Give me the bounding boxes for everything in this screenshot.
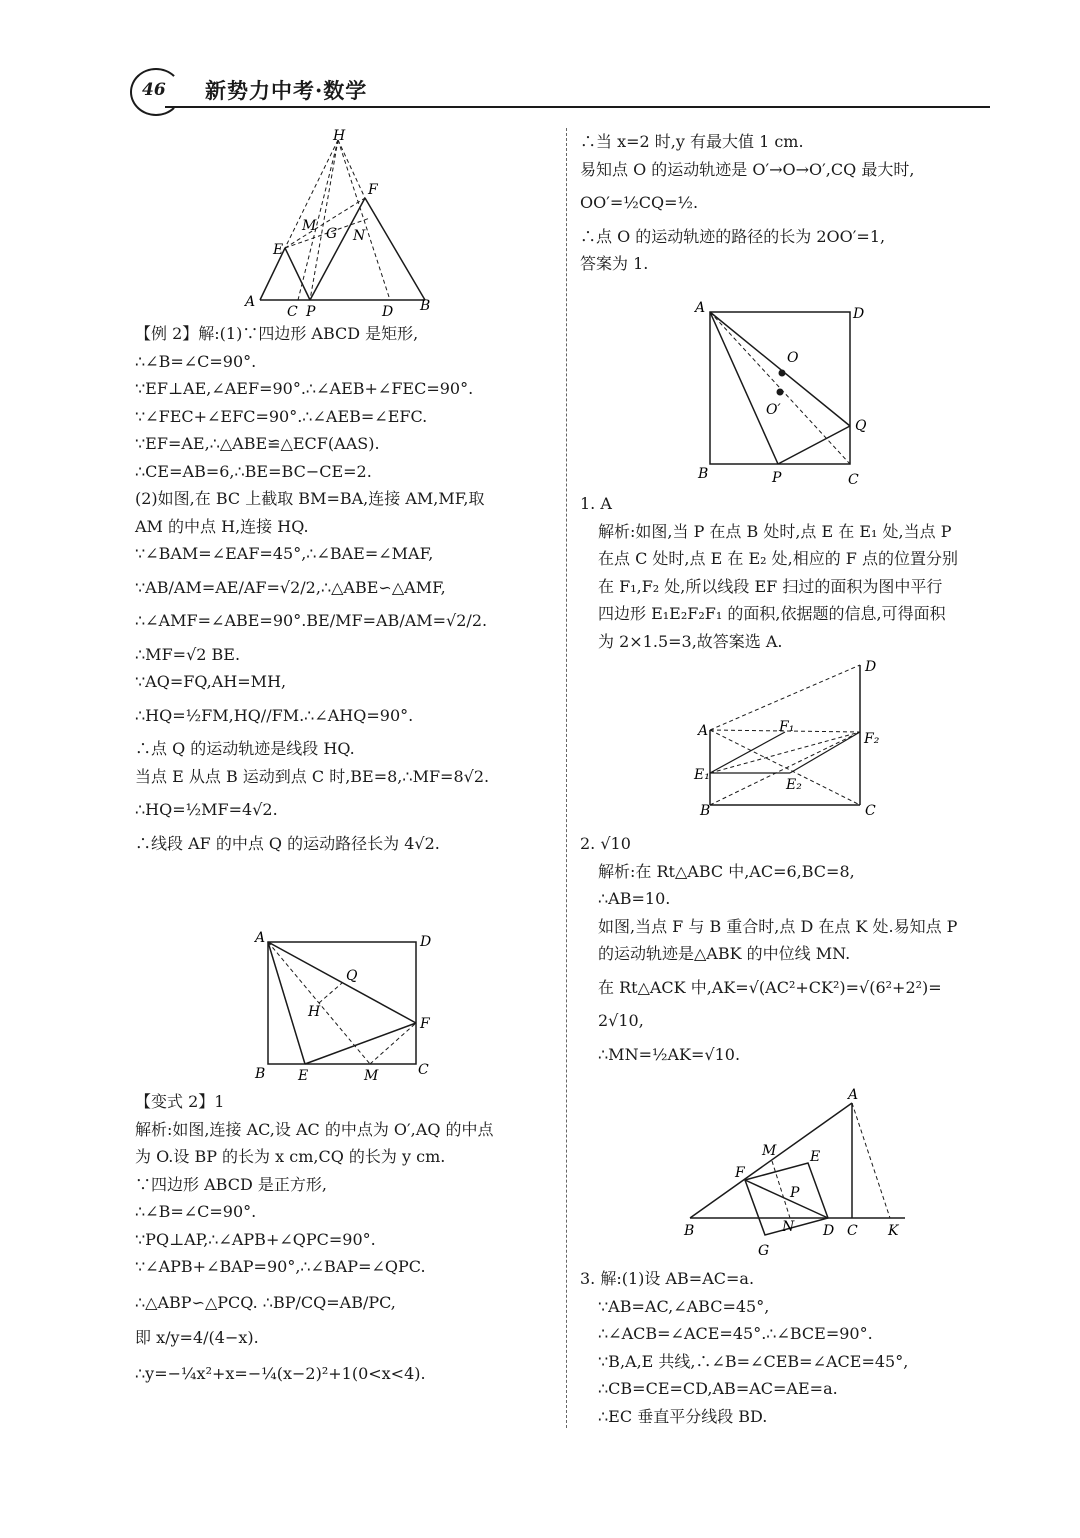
label-e: E — [273, 242, 284, 258]
line: 解析:如图,连接 AC,设 AC 的中点为 O′,AQ 的中点 — [135, 1119, 494, 1139]
line: ∵AQ=FQ,AH=MH, — [135, 672, 287, 691]
line: ∵AB=AC,∠ABC=45°, — [598, 1296, 770, 1316]
line: ∴CB=CE=CD,AB=AC=AE=a. — [598, 1379, 838, 1398]
line: ∴HQ=½MF=4√2. — [135, 800, 278, 819]
line: ∴点 O 的运动轨迹的路径的长为 2OO′=1, — [580, 226, 886, 246]
label-f: F — [368, 182, 378, 198]
line: ∴△ABP∽△PCQ. ∴BP/CQ=AB/PC, — [135, 1292, 396, 1312]
label-b: B — [700, 803, 711, 819]
label-b: B — [698, 466, 709, 482]
line: ∴MF=√2 BE. — [135, 644, 241, 664]
line: 在 Rt△ACK 中,AK=√(AC²+CK²)=√(6²+2²)= — [598, 977, 942, 997]
label-f: F — [735, 1165, 745, 1181]
page-header — [125, 60, 995, 115]
label-a: A — [255, 930, 266, 946]
label-n: N — [353, 228, 366, 244]
figure-triangle-abk — [680, 1085, 910, 1260]
line: ∴当 x=2 时,y 有最大值 1 cm. — [580, 132, 804, 151]
label-e1: E₁ — [694, 767, 710, 783]
label-f1: F₁ — [779, 719, 795, 735]
label-c: C — [847, 1223, 858, 1239]
line: ∴MN=½AK=√10. — [598, 1044, 741, 1064]
line: 答案为 1. — [580, 254, 649, 273]
label-b: B — [684, 1223, 695, 1239]
page-number: 46 — [142, 80, 166, 100]
line: ∵B,A,E 共线,∴∠B=∠CEB=∠ACE=45°, — [598, 1351, 909, 1371]
label-f: F — [420, 1016, 430, 1032]
line: 3. 解:(1)设 AB=AC=a. — [580, 1269, 755, 1288]
right-column-text-4 — [580, 1265, 1000, 1430]
label-a: A — [848, 1087, 859, 1103]
line: 四边形 E₁E₂F₂F₁ 的面积,依据题的信息,可得面积 — [598, 604, 946, 623]
line: (2)如图,在 BC 上截取 BM=BA,连接 AM,MF,取 — [135, 489, 485, 508]
line: 易知点 O 的运动轨迹是 O′→O→O′,CQ 最大时, — [580, 159, 915, 179]
line: 2√10, — [598, 1011, 644, 1030]
line: 【变式 2】1 — [135, 1092, 225, 1111]
line: 【例 2】解:(1)∵四边形 ABCD 是矩形, — [135, 324, 419, 343]
label-q: Q — [855, 418, 867, 434]
line: ∴∠ACB=∠ACE=45°.∴∠BCE=90°. — [598, 1324, 873, 1343]
line: 即 x/y=4/(4−x). — [135, 1328, 259, 1347]
line: OO′=½CQ=½. — [580, 193, 699, 212]
line: ∴∠B=∠C=90°. — [135, 351, 257, 371]
line: 如图,当点 F 与 B 重合时,点 D 在点 K 处.易知点 P — [598, 916, 958, 936]
line: ∴∠B=∠C=90°. — [135, 1202, 257, 1221]
line: ∵∠APB+∠BAP=90°,∴∠BAP=∠QPC. — [135, 1257, 426, 1276]
right-column-text-3 — [580, 830, 1000, 1074]
line: 1. A — [580, 494, 612, 513]
label-c: C — [865, 803, 876, 819]
line: ∴HQ=½FM,HQ//FM.∴∠AHQ=90°. — [135, 705, 414, 725]
line: AM 的中点 H,连接 HQ. — [135, 516, 309, 536]
label-m: M — [364, 1068, 379, 1083]
label-a: A — [698, 723, 709, 739]
label-o: O — [787, 350, 799, 366]
label-d: D — [823, 1223, 835, 1239]
right-column-text — [580, 128, 1000, 278]
label-a: A — [695, 300, 706, 316]
line: 2. √10 — [580, 834, 631, 853]
line: 在点 C 处时,点 E 在 E₂ 处,相应的 F 点的位置分别 — [598, 549, 958, 568]
line: ∴EC 垂直平分线段 BD. — [598, 1406, 768, 1426]
label-d: D — [853, 306, 865, 322]
right-column-text-2 — [580, 490, 1000, 655]
line: ∴点 Q 的运动轨迹是线段 HQ. — [135, 739, 355, 758]
label-k: K — [888, 1223, 899, 1239]
label-h: H — [333, 128, 346, 144]
line: ∵∠BAM=∠EAF=45°,∴∠BAE=∠MAF, — [135, 544, 434, 563]
label-g: G — [326, 226, 338, 242]
label-e: E — [810, 1149, 821, 1165]
line: 在 F₁,F₂ 处,所以线段 EF 扫过的面积为图中平行 — [598, 576, 943, 596]
line: ∴y=−¼x²+x=−¼(x−2)²+1(0<x<4). — [135, 1363, 426, 1383]
label-e2: E₂ — [786, 777, 802, 793]
label-c: C — [848, 472, 859, 488]
label-p: P — [790, 1185, 800, 1201]
line: 为 O.设 BP 的长为 x cm,CQ 的长为 y cm. — [135, 1147, 446, 1166]
label-d: D — [865, 659, 877, 675]
label-m: M — [762, 1143, 777, 1159]
figure-rect-ahq — [250, 928, 440, 1083]
line: 为 2×1.5=3,故答案选 A. — [598, 631, 783, 651]
label-d: D — [420, 934, 432, 950]
line: 解析:在 Rt△ABC 中,AC=6,BC=8, — [598, 861, 855, 881]
book-title: 新势力中考·数学 — [205, 78, 368, 103]
line: ∵AB/AM=AE/AF=√2/2,∴△ABE∽△AMF, — [135, 577, 446, 597]
label-p: P — [306, 304, 316, 320]
label-o-prime: O′ — [766, 402, 781, 418]
line: ∵四边形 ABCD 是正方形, — [135, 1174, 327, 1194]
label-f2: F₂ — [864, 731, 880, 747]
label-c: C — [418, 1062, 429, 1078]
label-e: E — [298, 1068, 309, 1083]
line: 当点 E 从点 B 运动到点 C 时,BE=8,∴MF=8√2. — [135, 766, 490, 786]
header-rule — [165, 106, 990, 108]
line: ∵EF=AE,∴△ABE≌△ECF(AAS). — [135, 434, 380, 453]
figure-parallelogram — [690, 655, 890, 825]
left-column-text — [135, 320, 555, 857]
label-b: B — [255, 1066, 266, 1082]
label-a: A — [245, 294, 256, 310]
line: ∴CE=AB=6,∴BE=BC−CE=2. — [135, 461, 372, 481]
line: 解析:如图,当 P 在点 B 处时,点 E 在 E₁ 处,当点 P — [598, 521, 952, 541]
line: ∵∠FEC+∠EFC=90°.∴∠AEB=∠EFC. — [135, 406, 428, 426]
label-g: G — [758, 1243, 770, 1259]
figure-square-o — [690, 296, 880, 491]
column-divider — [566, 128, 567, 1428]
line: 的运动轨迹是△ABK 的中位线 MN. — [598, 944, 851, 963]
label-c: C — [287, 304, 298, 320]
label-p: P — [772, 470, 782, 486]
left-column-text-2 — [135, 1088, 555, 1395]
line: ∵PQ⊥AP,∴∠APB+∠QPC=90°. — [135, 1229, 376, 1249]
line: ∴AB=10. — [598, 889, 671, 908]
figure-triangle-h — [240, 128, 440, 320]
label-b: B — [420, 298, 431, 314]
line: ∴线段 AF 的中点 Q 的运动路径长为 4√2. — [135, 833, 440, 853]
label-m: M — [302, 218, 317, 234]
label-n: N — [782, 1219, 795, 1235]
label-d: D — [382, 304, 394, 320]
line: ∵EF⊥AE,∠AEF=90°.∴∠AEB+∠FEC=90°. — [135, 379, 474, 398]
label-q: Q — [346, 968, 358, 984]
line: ∴∠AMF=∠ABE=90°.BE/MF=AB/AM=√2/2. — [135, 611, 488, 630]
label-h: H — [308, 1004, 321, 1020]
